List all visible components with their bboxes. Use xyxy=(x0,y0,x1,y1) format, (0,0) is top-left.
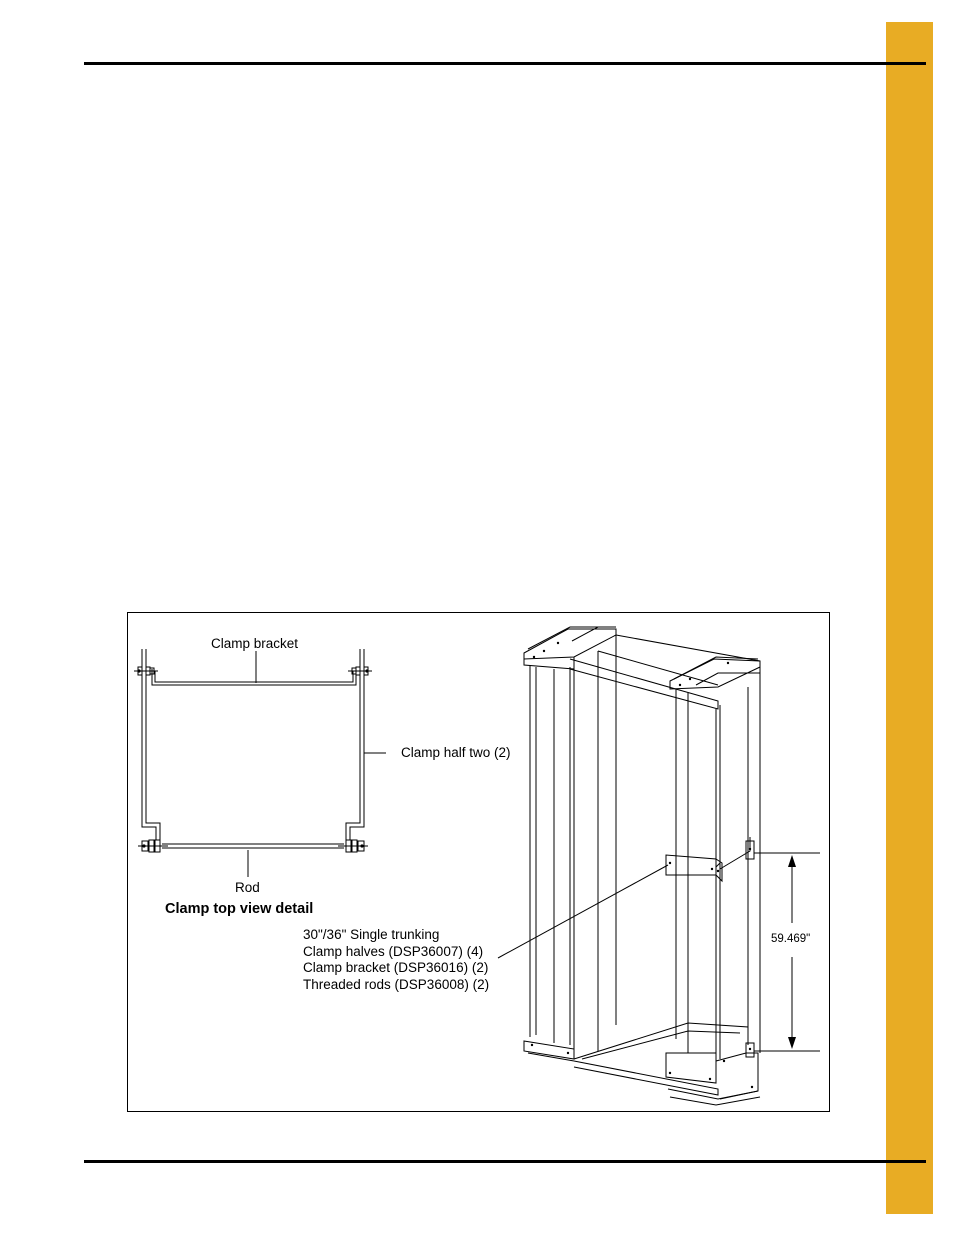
dimension-label: 59.469" xyxy=(771,933,811,945)
trunking-drawing xyxy=(498,627,820,1105)
callout-line: Threaded rods (DSP36008) (2) xyxy=(303,976,490,992)
clamp-bracket-label: Clamp bracket xyxy=(211,636,299,651)
rod-label: Rod xyxy=(235,880,260,895)
header-rule xyxy=(84,62,926,65)
clamp-half-label: Clamp half two (2) xyxy=(401,745,511,760)
footer-rule xyxy=(84,1160,926,1163)
figure-drawing xyxy=(128,613,831,1113)
chapter-side-tab xyxy=(886,22,933,1214)
callout-line: Clamp bracket (DSP36016) (2) xyxy=(303,960,489,975)
callout-line: 30"/36" Single trunking xyxy=(303,927,440,942)
clamp-detail-title: Clamp top view detail xyxy=(165,901,314,917)
callout-line: Clamp halves (DSP36007) (4) xyxy=(303,943,484,959)
parts-callout xyxy=(303,927,489,993)
clamp-top-view-drawing xyxy=(134,649,386,877)
trunking-clamp-figure xyxy=(127,612,830,1112)
